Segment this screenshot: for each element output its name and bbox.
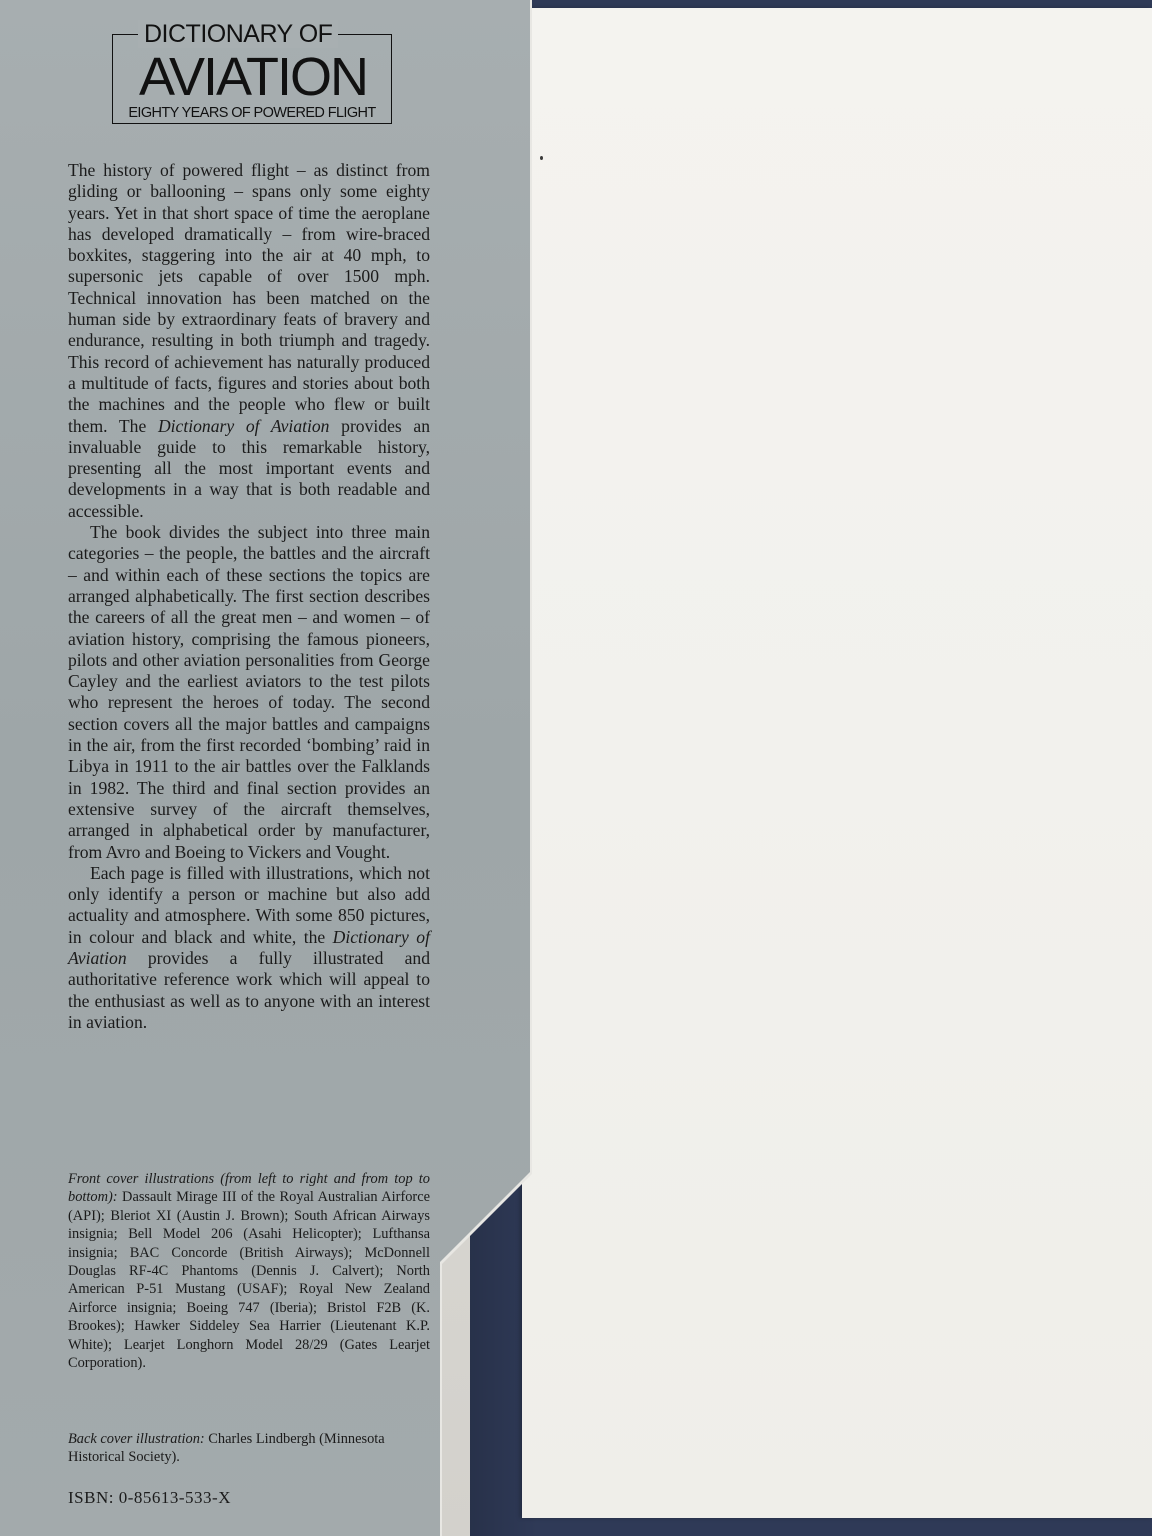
book-title-italic: Dictionary of Aviation (68, 926, 430, 968)
back-credit-paragraph (68, 1430, 430, 1467)
back-credit-lead: Back cover illustration: (68, 1431, 205, 1447)
isbn-number: ISBN: 0-85613-533-X (68, 1488, 231, 1507)
title-subtitle: EIGHTY YEARS OF POWERED FLIGHT (128, 105, 376, 121)
front-credits-paragraph (68, 1170, 430, 1372)
back-cover-credit (68, 1430, 430, 1467)
back-credit-body: Charles Lindbergh (Minnesota Historical Society). (68, 1431, 385, 1466)
blurb-text (68, 160, 430, 1033)
title-top-line: DICTIONARY OF (138, 20, 338, 48)
blurb-paragraph-3 (68, 863, 430, 1033)
front-credits-lead: Front cover illustrations (from left to right and from top to bottom): (68, 1171, 430, 1206)
blurb-p1-b: provides an invaluable guide to this remarkable history, presenting all the most important events and developments in a way that is both readable and accessible. (68, 415, 430, 521)
blurb-p3-a: Each page is filled with illustrations, which not only identify a person or machine but also add actuality and atmosphere. With some 850 pictures, in colour and black and white, the (68, 862, 430, 947)
endpaper-page (522, 8, 1152, 1518)
blurb-paragraph-1 (68, 160, 430, 522)
paper-speck (540, 156, 543, 160)
book-title-italic: Dictionary of Aviation (157, 415, 330, 436)
front-cover-credits (68, 1170, 430, 1372)
title-main: AVIATION (138, 47, 368, 107)
blurb-paragraph-2: The book divides the subject into three main categories – the people, the battles and the aircraft – and within each of these sections the topics are arranged alphabetically. The first section describes the careers of all the great men – and women – of aviation history, comprising the famous pioneers, pilots and other aviation personalities from George Cayley and the earliest aviators to the test pilots who represent the heroes of today. The second section covers all the major battles and campaigns in the air, from the first recorded ‘bombing’ raid in Libya in 1911 to the air battles over the Falklands in 1982. The third and final section provides an extensive survey of the aircraft themselves, arranged in alphabetical order by manufacturer, from Avro and Boeing to Vickers and Vought. (68, 522, 430, 862)
title-block (112, 20, 394, 124)
front-credits-body: Dassault Mirage III of the Royal Australian Airforce (API); Bleriot XI (Austin J. Brown); South African Airways insignia; Bell Model 206 (Asahi Helicopter); Lufthansa insignia; BAC Concorde (British Airways); McDonnell Douglas RF-4C Phantoms (Dennis J. Calvert); North American P-51 Mustang (USAF); Royal New Zealand Airforce insignia; Boeing 747 (Iberia); Bristol F2B (K. Brookes); Hawker Siddeley Sea Harrier (Lieutenant K.P. White); Learjet Longhorn Model 28/29 (Gates Learjet Corporation). (68, 1189, 430, 1372)
blurb-p3-b: provides a fully illustrated and authoritative reference work which will appeal to the enthusiast as well as to anyone with an interest in aviation. (68, 947, 430, 1032)
blurb-p1-a: The history of powered flight – as distinct from gliding or ballooning – spans only some eighty years. Yet in that short space of time the aeroplane has developed dramatically – from wire-braced boxkites, staggering into the air at 40 mph, to supersonic jets capable of over 1500 mph. Technical innovation has been matched on the human side by extraordinary feats of bravery and endurance, resulting in both triumph and tragedy. This record of achievement has naturally produced a multitude of facts, figures and stories about both the machines and the people who flew or built them. The (68, 160, 430, 436)
